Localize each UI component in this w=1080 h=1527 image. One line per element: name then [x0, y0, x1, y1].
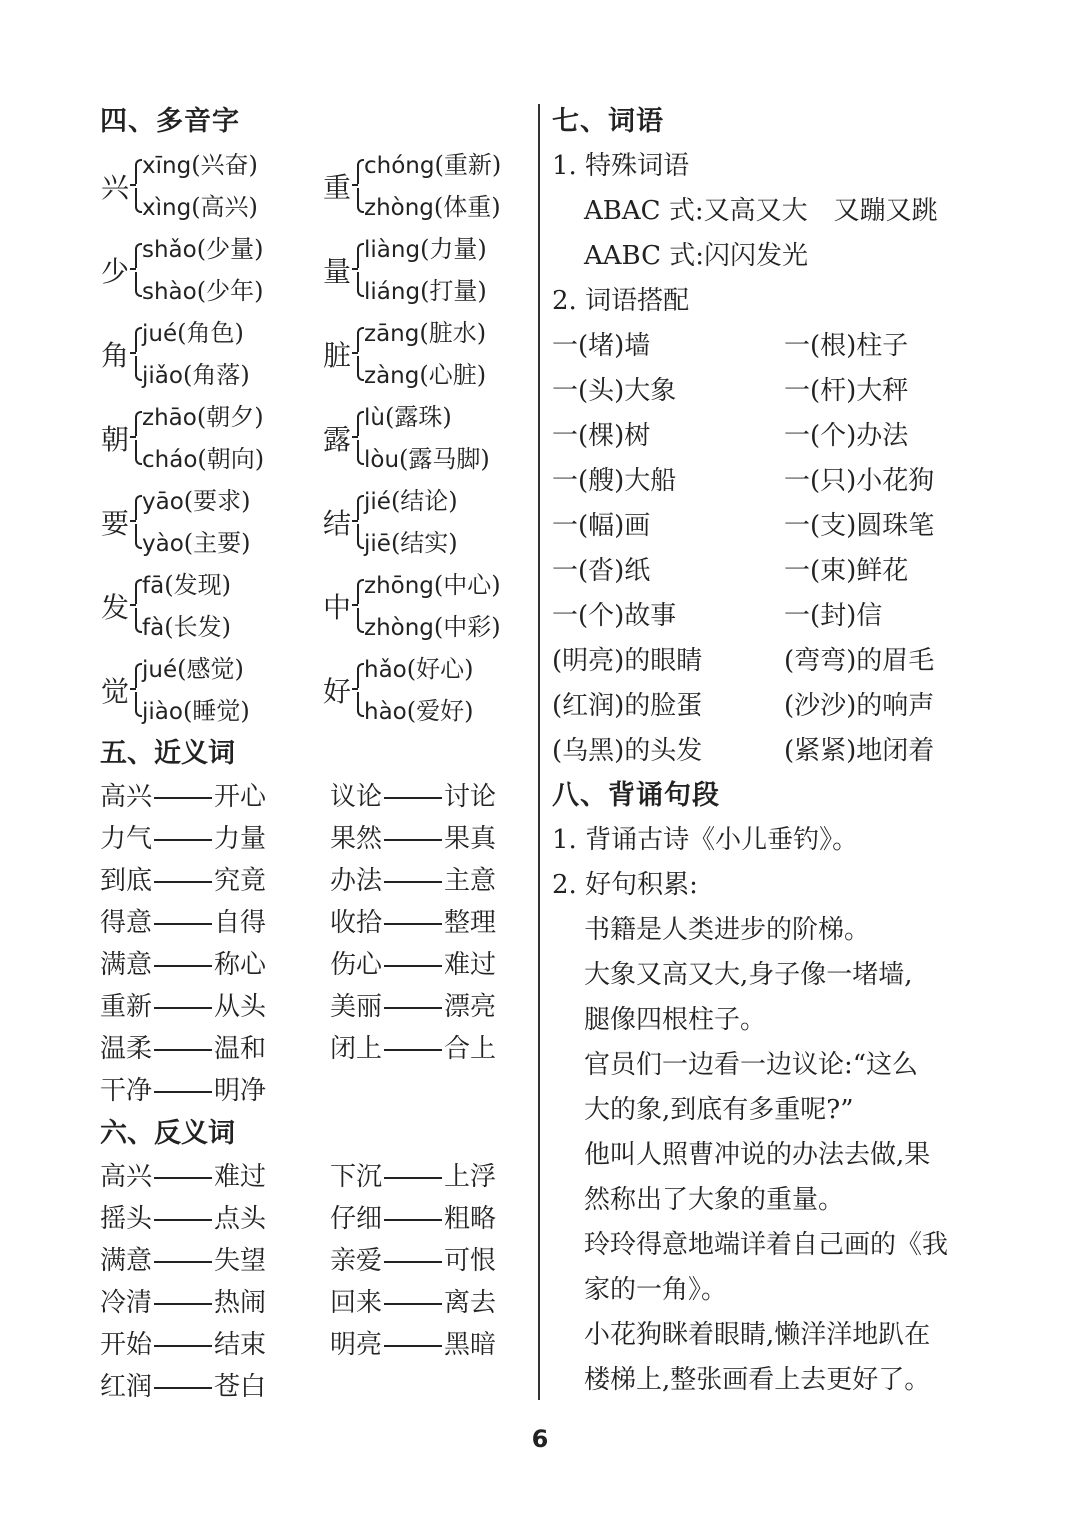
word-b: 漂亮: [444, 992, 497, 1022]
sentence-line: 腿像四根柱子。: [584, 1005, 767, 1035]
word-a: 干净: [100, 1076, 153, 1106]
dash-icon: [384, 1049, 442, 1051]
word-combo: 一(沓)纸: [552, 556, 651, 586]
polyphonic-entry: [100, 144, 322, 228]
pinyin: xīng: [142, 153, 192, 179]
dash-icon: [154, 965, 212, 967]
special-words-title: 1. 特殊词语: [552, 151, 690, 181]
word-combo: 一(堵)墙: [552, 331, 651, 361]
reading: [364, 270, 487, 312]
pinyin: zhāo: [142, 405, 197, 431]
pinyin: xìng: [142, 195, 192, 221]
pinyin: lòu: [364, 447, 400, 473]
dash-icon: [384, 1303, 442, 1305]
antonym-pair: [100, 1240, 330, 1282]
example-word: (结论): [390, 487, 458, 515]
pinyin: cháo: [142, 447, 198, 473]
example-word: (脏水): [419, 319, 487, 347]
reading: [364, 354, 486, 396]
abac-line: ABAC 式:又高又大 又蹦又跳: [584, 196, 938, 226]
dash-icon: [154, 839, 212, 841]
polyphonic-char: 好: [322, 675, 351, 708]
word-combo: (沙沙)的响声: [784, 691, 935, 721]
reading: [142, 564, 231, 606]
sentence-line: 玲玲得意地端详着自己画的《我: [584, 1230, 949, 1260]
example-word: (露珠): [384, 403, 452, 431]
brace-icon: [352, 325, 362, 383]
reading: [364, 396, 490, 438]
example-word: (主要): [183, 529, 251, 557]
polyphonic-char: 少: [100, 255, 129, 288]
recite-title: 八、背诵句段: [552, 780, 720, 811]
readings: [142, 480, 251, 564]
word-combo: 一(个)故事: [552, 601, 677, 631]
sentence-line: 然称出了大象的重量。: [584, 1185, 845, 1215]
polyphonic-title: 四、多音字: [100, 106, 240, 137]
brace-icon: [352, 241, 362, 299]
polyphonic-entry: [100, 480, 322, 564]
pinyin: shào: [142, 279, 197, 305]
readings: [142, 396, 264, 480]
word-b: 难过: [214, 1162, 267, 1192]
aabc-line: AABC 式:闪闪发光: [584, 241, 809, 271]
brace-icon: [130, 577, 140, 635]
reading: [364, 438, 490, 480]
word-a: 下沉: [330, 1162, 383, 1192]
dash-icon: [154, 1345, 212, 1347]
word-b: 讨论: [444, 782, 497, 812]
pinyin: jiǎo: [142, 363, 183, 389]
reading: [142, 312, 250, 354]
pinyin: liàng: [364, 237, 421, 263]
example-word: (朝向): [197, 445, 265, 473]
reading: [142, 354, 250, 396]
reading: [364, 564, 501, 606]
example-word: (要求): [183, 487, 251, 515]
word-a: 闭上: [330, 1034, 383, 1064]
brace-icon: [352, 157, 362, 215]
word-a: 摇头: [100, 1204, 153, 1234]
recite-item-2: 2. 好句积累:: [552, 870, 698, 900]
antonym-pair: [100, 1324, 330, 1366]
example-word: (少量): [196, 235, 264, 263]
polyphonic-char: 结: [322, 507, 351, 540]
dash-icon: [384, 839, 442, 841]
word-a: 伤心: [330, 950, 383, 980]
synonym-pair: [100, 944, 330, 986]
pinyin: chóng: [364, 153, 435, 179]
reading: [142, 522, 251, 564]
example-word: (中心): [433, 571, 501, 599]
word-b: 整理: [444, 908, 497, 938]
dash-icon: [384, 797, 442, 799]
reading: [364, 480, 458, 522]
reading: [142, 186, 258, 228]
word-a: 重新: [100, 992, 153, 1022]
synonym-pair: [330, 944, 530, 986]
pinyin: lù: [364, 405, 385, 431]
reading: [364, 228, 487, 270]
pinyin: zhòng: [364, 615, 434, 641]
good-sentences: [552, 908, 992, 1403]
word-b: 苍白: [214, 1372, 267, 1402]
word-b: 粗略: [444, 1204, 497, 1234]
sentence-line: 他叫人照曹冲说的办法去做,果: [584, 1140, 931, 1170]
synonym-pair: [330, 1028, 530, 1070]
word-combo: 一(棵)树: [552, 421, 651, 451]
dash-icon: [384, 1219, 442, 1221]
sentence-line: 官员们一边看一边议论:“这么: [584, 1050, 919, 1080]
synonym-pair: [100, 860, 330, 902]
polyphonic-char: 要: [100, 507, 129, 540]
word-a: 开始: [100, 1330, 153, 1360]
word-combo: (乌黑)的头发: [552, 736, 703, 766]
readings: [364, 144, 501, 228]
dash-icon: [154, 1303, 212, 1305]
word-b: 上浮: [444, 1162, 497, 1192]
word-b: 合上: [444, 1034, 497, 1064]
polyphonic-char: 朝: [100, 423, 129, 456]
word-a: 明亮: [330, 1330, 383, 1360]
word-a: 冷清: [100, 1288, 153, 1318]
dash-icon: [384, 1261, 442, 1263]
readings: [364, 648, 473, 732]
sentence-line: 书籍是人类进步的阶梯。: [584, 915, 871, 945]
readings: [364, 396, 490, 480]
antonym-pair: [100, 1366, 330, 1408]
antonyms-grid: [100, 1156, 530, 1408]
word-b: 力量: [214, 824, 267, 854]
brace-icon: [352, 493, 362, 551]
reading: [364, 648, 473, 690]
readings: [142, 228, 263, 312]
polyphonic-char: 兴: [100, 171, 129, 204]
pinyin: hǎo: [364, 657, 407, 683]
word-a: 红润: [100, 1372, 153, 1402]
readings: [142, 144, 258, 228]
brace-icon: [130, 409, 140, 467]
pinyin: shǎo: [142, 237, 197, 263]
readings: [142, 564, 231, 648]
example-word: (爱好): [406, 697, 474, 725]
recite-item-1: 1. 背诵古诗《小儿垂钓》。: [552, 825, 859, 855]
synonym-pair: [330, 776, 530, 818]
pinyin: fà: [142, 615, 165, 641]
word-b: 称心: [214, 950, 267, 980]
left-column: [100, 100, 530, 1408]
polyphonic-char: 角: [100, 339, 129, 372]
word-a: 亲爱: [330, 1246, 383, 1276]
synonym-pair: [100, 1070, 330, 1112]
word-b: 从头: [214, 992, 267, 1022]
dash-icon: [154, 1177, 212, 1179]
word-combo-grid: [552, 324, 992, 774]
reading: [364, 312, 486, 354]
word-a: 高兴: [100, 782, 153, 812]
reading: [364, 522, 458, 564]
example-word: (高兴): [191, 193, 258, 221]
word-b: 离去: [444, 1288, 497, 1318]
example-word: (长发): [164, 613, 231, 641]
dash-icon: [384, 1007, 442, 1009]
pinyin: zàng: [364, 363, 420, 389]
example-word: (角落): [182, 361, 250, 389]
antonym-pair: [100, 1198, 330, 1240]
antonym-pair: [100, 1282, 330, 1324]
polyphonic-entry: [322, 228, 530, 312]
word-b: 点头: [214, 1204, 267, 1234]
example-word: (兴奋): [191, 151, 258, 179]
brace-icon: [352, 661, 362, 719]
word-combo: 一(封)信: [784, 601, 883, 631]
dash-icon: [384, 881, 442, 883]
reading: [364, 144, 501, 186]
brace-icon: [130, 325, 140, 383]
word-b: 黑暗: [444, 1330, 497, 1360]
word-combo: (紧紧)地闭着: [784, 736, 935, 766]
reading: [142, 648, 250, 690]
word-combo: 一(根)柱子: [784, 331, 909, 361]
polyphonic-char: 中: [322, 591, 351, 624]
word-a: 力气: [100, 824, 153, 854]
example-word: (重新): [434, 151, 502, 179]
dash-icon: [384, 1345, 442, 1347]
pinyin: zhōng: [364, 573, 434, 599]
word-a: 满意: [100, 950, 153, 980]
word-a: 议论: [330, 782, 383, 812]
word-b: 主意: [444, 866, 497, 896]
dash-icon: [154, 1261, 212, 1263]
synonym-pair: [100, 818, 330, 860]
reading: [142, 144, 258, 186]
polyphonic-entry: [322, 144, 530, 228]
word-a: 到底: [100, 866, 153, 896]
dash-icon: [154, 881, 212, 883]
column-divider: [538, 104, 540, 1400]
word-combo: 一(杆)大秤: [784, 376, 909, 406]
synonym-pair: [100, 902, 330, 944]
word-combo: 一(只)小花狗: [784, 466, 935, 496]
polyphonic-grid: [100, 144, 530, 732]
synonyms-title: 五、近义词: [100, 738, 235, 769]
brace-icon: [130, 661, 140, 719]
reading: [142, 480, 251, 522]
dash-icon: [384, 1177, 442, 1179]
sentence-line: 小花狗眯着眼睛,懒洋洋地趴在: [584, 1320, 931, 1350]
example-word: (力量): [420, 235, 487, 263]
word-b: 明净: [214, 1076, 267, 1106]
word-b: 难过: [444, 950, 497, 980]
example-word: (中彩): [433, 613, 501, 641]
word-combo: 一(幅)画: [552, 511, 651, 541]
word-combo: 一(支)圆珠笔: [784, 511, 935, 541]
word-a: 得意: [100, 908, 153, 938]
antonym-pair: [330, 1240, 530, 1282]
word-a: 收拾: [330, 908, 383, 938]
sentence-line: 大的象,到底有多重呢?”: [584, 1095, 854, 1125]
reading: [142, 396, 264, 438]
polyphonic-entry: [322, 396, 530, 480]
readings: [142, 312, 250, 396]
example-word: (露马脚): [399, 445, 490, 473]
polyphonic-entry: [100, 648, 322, 732]
readings: [364, 564, 501, 648]
word-b: 究竟: [214, 866, 267, 896]
readings: [364, 228, 487, 312]
word-a: 高兴: [100, 1162, 153, 1192]
pinyin: jié: [364, 489, 391, 515]
antonym-pair: [100, 1156, 330, 1198]
pinyin: jiē: [364, 531, 391, 557]
reading: [364, 186, 501, 228]
pinyin: jiào: [142, 699, 183, 725]
pinyin: hào: [364, 699, 407, 725]
reading: [142, 438, 264, 480]
synonym-pair: [100, 776, 330, 818]
word-a: 满意: [100, 1246, 153, 1276]
brace-icon: [352, 577, 362, 635]
polyphonic-char: 露: [322, 423, 351, 456]
word-combo: 一(束)鲜花: [784, 556, 909, 586]
polyphonic-char: 觉: [100, 675, 129, 708]
dash-icon: [384, 965, 442, 967]
reading: [364, 606, 501, 648]
example-word: (感觉): [177, 655, 244, 683]
example-word: (好心): [406, 655, 474, 683]
right-column: [552, 100, 992, 1403]
polyphonic-char: 量: [322, 255, 351, 288]
polyphonic-entry: [322, 564, 530, 648]
word-combo: (弯弯)的眉毛: [784, 646, 935, 676]
reading: [142, 270, 263, 312]
word-combo: (明亮)的眼睛: [552, 646, 703, 676]
example-word: (发现): [164, 571, 231, 599]
sentence-line: 楼梯上,整张画看上去更好了。: [584, 1365, 931, 1395]
synonym-pair: [330, 818, 530, 860]
word-b: 失望: [214, 1246, 267, 1276]
word-a: 仔细: [330, 1204, 383, 1234]
word-combo: 一(头)大象: [552, 376, 677, 406]
word-b: 开心: [214, 782, 267, 812]
readings: [364, 480, 458, 564]
synonym-pair: [100, 986, 330, 1028]
polyphonic-char: 发: [100, 591, 129, 624]
reading: [364, 690, 473, 732]
word-a: 温柔: [100, 1034, 153, 1064]
pinyin: yào: [142, 531, 184, 557]
antonym-pair: [330, 1282, 530, 1324]
antonym-pair: [330, 1198, 530, 1240]
readings: [142, 648, 250, 732]
synonym-pair: [330, 902, 530, 944]
word-a: 办法: [330, 866, 383, 896]
antonym-pair: [330, 1156, 530, 1198]
example-word: (结实): [390, 529, 458, 557]
dash-icon: [154, 923, 212, 925]
sentence-line: 家的一角》。: [584, 1275, 728, 1305]
dash-icon: [154, 1007, 212, 1009]
pinyin: yāo: [142, 489, 184, 515]
example-word: (体重): [433, 193, 501, 221]
example-word: (少年): [196, 277, 264, 305]
antonym-pair: [330, 1324, 530, 1366]
words-title: 七、词语: [552, 106, 664, 137]
word-combo: 一(艘)大船: [552, 466, 677, 496]
dash-icon: [384, 923, 442, 925]
page-number: 6: [531, 1425, 549, 1453]
example-word: (角色): [177, 319, 244, 347]
brace-icon: [352, 409, 362, 467]
pinyin: zāng: [364, 321, 420, 347]
dash-icon: [154, 1387, 212, 1389]
reading: [142, 606, 231, 648]
polyphonic-entry: [322, 480, 530, 564]
dash-icon: [154, 1219, 212, 1221]
word-b: 可恨: [444, 1246, 497, 1276]
pinyin: zhòng: [364, 195, 434, 221]
example-word: (朝夕): [196, 403, 264, 431]
brace-icon: [130, 157, 140, 215]
combo-title: 2. 词语搭配: [552, 286, 690, 316]
pinyin: jué: [142, 321, 178, 347]
word-combo: 一(个)办法: [784, 421, 909, 451]
example-word: (心脏): [419, 361, 487, 389]
polyphonic-entry: [100, 564, 322, 648]
dash-icon: [154, 797, 212, 799]
polyphonic-entry: [100, 396, 322, 480]
word-a: 回来: [330, 1288, 383, 1318]
word-b: 温和: [214, 1034, 267, 1064]
polyphonic-entry: [100, 312, 322, 396]
sentence-line: 大象又高又大,身子像一堵墙,: [584, 960, 913, 990]
synonym-pair: [100, 1028, 330, 1070]
dash-icon: [154, 1091, 212, 1093]
word-b: 热闹: [214, 1288, 267, 1318]
word-a: 果然: [330, 824, 383, 854]
dash-icon: [154, 1049, 212, 1051]
example-word: (打量): [420, 277, 487, 305]
polyphonic-char: 脏: [322, 339, 351, 372]
pinyin: fā: [142, 573, 165, 599]
polyphonic-entry: [322, 312, 530, 396]
word-b: 结束: [214, 1330, 267, 1360]
polyphonic-entry: [322, 648, 530, 732]
word-a: 美丽: [330, 992, 383, 1022]
antonyms-title: 六、反义词: [100, 1118, 235, 1149]
synonym-pair: [330, 860, 530, 902]
synonyms-grid: [100, 776, 530, 1112]
polyphonic-char: 重: [322, 171, 351, 204]
reading: [142, 690, 250, 732]
example-word: (睡觉): [182, 697, 250, 725]
readings: [364, 312, 486, 396]
pinyin: jué: [142, 657, 178, 683]
word-b: 果真: [444, 824, 497, 854]
pinyin: liáng: [364, 279, 421, 305]
brace-icon: [130, 493, 140, 551]
brace-icon: [130, 241, 140, 299]
word-b: 自得: [214, 908, 267, 938]
word-combo: (红润)的脸蛋: [552, 691, 703, 721]
reading: [142, 228, 263, 270]
polyphonic-entry: [100, 228, 322, 312]
synonym-pair: [330, 986, 530, 1028]
